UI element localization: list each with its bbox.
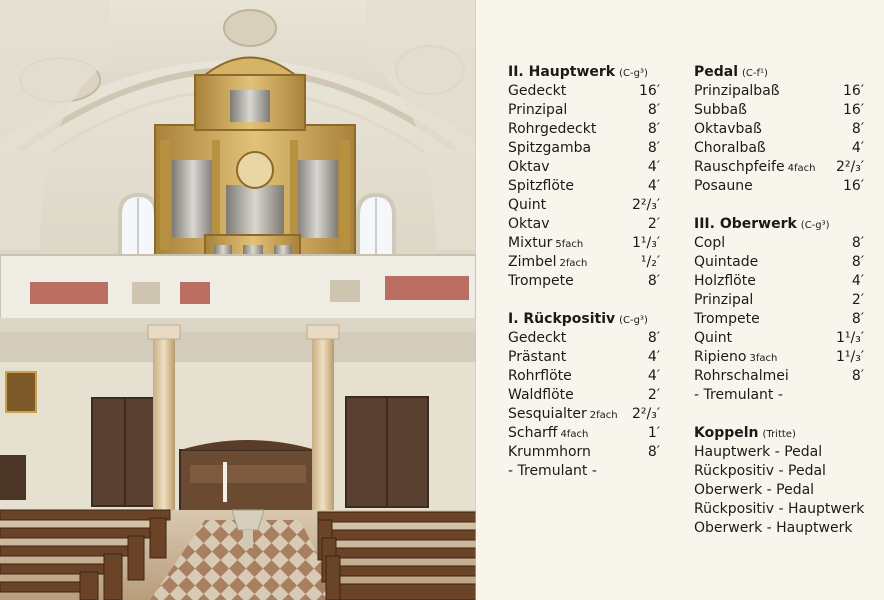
stop-name-text: Spitzflöte: [508, 178, 574, 194]
stop-pitch: 8′: [851, 235, 864, 251]
stop-pitch: 4′: [647, 159, 660, 175]
stop-row: [508, 272, 660, 291]
stop-pitch: 8′: [647, 444, 660, 460]
stop-name-text: Prästant: [508, 349, 567, 365]
couplers-note: (Tritte): [762, 429, 796, 440]
stop-name-text: Posaune: [694, 178, 753, 194]
stop-pitch: 8′: [647, 140, 660, 156]
stop-name: [508, 177, 574, 196]
division-title: II. Hauptwerk: [508, 64, 616, 80]
stop-pitch: 8′: [647, 121, 660, 137]
stop-rank-count: 4fach: [560, 429, 589, 440]
stop-row: [694, 82, 864, 101]
stop-name-text: Waldflöte: [508, 387, 574, 403]
stop-pitch: 4′: [647, 349, 660, 365]
stop-row: [508, 348, 660, 367]
stop-name-text: Gedeckt: [508, 330, 567, 346]
stop-name-text: Prinzipalbaß: [694, 83, 780, 99]
stop-name: [694, 158, 815, 178]
stop-pitch: 2′: [647, 216, 660, 232]
stop-row: [508, 120, 660, 139]
stop-name: [694, 253, 758, 272]
division-title: I. Rückpositiv: [508, 311, 616, 327]
stop-pitch: 4′: [851, 273, 864, 289]
stop-row: [508, 215, 660, 234]
stop-name: [694, 234, 725, 253]
stop-pitch: 8′: [851, 254, 864, 270]
coupler-item: Rückpositiv - Hauptwerk: [694, 501, 865, 517]
stop-row: [508, 443, 660, 462]
division-heading: [694, 63, 864, 82]
division-title: Pedal: [694, 64, 739, 80]
stop-name: [694, 101, 747, 120]
stop-name-text: Oktav: [508, 159, 550, 175]
division-heading: [508, 63, 660, 82]
stop-name-text: Rohrflöte: [508, 368, 572, 384]
stop-pitch: 2²/₃′: [631, 406, 660, 422]
stop-row: [508, 177, 660, 196]
stop-pitch: 1′: [647, 425, 660, 441]
stop-row: [694, 158, 864, 177]
stop-name: [508, 348, 566, 367]
stop-name: [508, 82, 566, 101]
stop-name-text: Trompete: [508, 273, 574, 289]
stop-name: [694, 348, 777, 368]
coupler-item: Oberwerk - Hauptwerk: [694, 520, 853, 536]
stop-pitch: ¹/₂′: [640, 254, 660, 270]
stop-name-text: Mixtur: [508, 235, 553, 251]
division-heading: [694, 215, 864, 234]
stop-row: [694, 234, 864, 253]
tremulant-note: - Tremulant -: [694, 387, 783, 403]
stop-row: [508, 234, 660, 253]
stop-name: [694, 329, 732, 348]
stop-row: [694, 348, 864, 367]
tremulant-note: - Tremulant -: [508, 463, 597, 479]
couplers-section: [694, 424, 864, 538]
stoplist-right-column: [694, 63, 864, 557]
stop-row: [508, 367, 660, 386]
stop-row: [694, 329, 864, 348]
stop-name-text: Oktav: [508, 216, 550, 232]
stop-name: [694, 310, 760, 329]
stop-name-text: Gedeckt: [508, 83, 567, 99]
stop-row: [694, 177, 864, 196]
stop-name: [508, 329, 566, 348]
stop-pitch: 8′: [647, 273, 660, 289]
stop-name: [508, 139, 591, 158]
stop-name: [694, 177, 753, 196]
stop-name-text: Ripieno: [694, 349, 747, 365]
coupler-item: Hauptwerk - Pedal: [694, 444, 823, 460]
stop-pitch: 8′: [851, 368, 864, 384]
stop-pitch: 8′: [851, 121, 864, 137]
stop-rank-count: 2fach: [559, 258, 588, 269]
stop-row: [508, 139, 660, 158]
coupler-item: Rückpositiv - Pedal: [694, 463, 826, 479]
stop-pitch: 8′: [851, 311, 864, 327]
stop-name-text: Rohrschalmei: [694, 368, 789, 384]
stop-name: [508, 234, 583, 254]
stop-pitch: 2²/₃′: [835, 159, 864, 175]
couplers-title: Koppeln: [694, 425, 759, 441]
division-rueckpositiv: [508, 310, 660, 481]
stop-row: [508, 253, 660, 272]
stop-name-text: Quint: [694, 330, 733, 346]
stop-name: [508, 272, 574, 291]
stop-name: [508, 120, 596, 139]
stop-name: [508, 443, 591, 462]
stop-name: [508, 215, 549, 234]
stop-rank-count: 2fach: [589, 410, 618, 421]
stop-name-text: Holzflöte: [694, 273, 756, 289]
division-oberwerk: [694, 215, 864, 405]
stop-name: [694, 272, 756, 291]
stop-row: [508, 386, 660, 405]
stop-name: [694, 82, 780, 101]
stop-row: [508, 82, 660, 101]
division-compass: (C-g³): [800, 220, 830, 231]
stop-name: [694, 120, 762, 139]
stop-name-text: Quintade: [694, 254, 759, 270]
division-title: III. Oberwerk: [694, 216, 797, 232]
stop-pitch: 8′: [647, 102, 660, 118]
division-compass: (C-g³): [619, 68, 648, 79]
stop-name: [508, 196, 546, 215]
stoplist-panel: [476, 0, 884, 600]
stop-row: [694, 120, 864, 139]
stop-name: [508, 367, 572, 386]
stop-name-text: Copl: [694, 235, 726, 251]
stop-row: [508, 424, 660, 443]
stop-name: [508, 101, 567, 120]
stop-name-text: Prinzipal: [508, 102, 568, 118]
stop-pitch: 2²/₃′: [631, 197, 660, 213]
stop-row: [694, 291, 864, 310]
stop-name-text: Krummhorn: [508, 444, 591, 460]
coupler-item: Oberwerk - Pedal: [694, 482, 815, 498]
stop-pitch: 8′: [647, 330, 660, 346]
stop-pitch: 2′: [647, 387, 660, 403]
stop-rank-count: 5fach: [555, 239, 584, 250]
stop-pitch: 4′: [851, 140, 864, 156]
stop-name-text: Prinzipal: [694, 292, 754, 308]
stop-pitch: 1¹/₃′: [835, 330, 864, 346]
stop-row: [694, 367, 864, 386]
stop-name-text: Rohrgedeckt: [508, 121, 597, 137]
stoplist-left-column: [508, 63, 660, 500]
stop-row: [508, 158, 660, 177]
stop-name-text: Oktavbaß: [694, 121, 762, 137]
couplers-heading: [694, 424, 864, 443]
stop-row: [508, 329, 660, 348]
division-heading: [508, 310, 660, 329]
stop-row: [508, 196, 660, 215]
stop-name-text: Rauschpfeife: [694, 159, 785, 175]
division-compass: (C-f¹): [742, 68, 768, 79]
stop-pitch: 16′: [843, 83, 864, 99]
stop-name-text: Sesquialter: [508, 406, 587, 422]
stop-name-text: Choralbaß: [694, 140, 766, 156]
stop-row: [694, 101, 864, 120]
stop-name: [508, 158, 549, 177]
stop-rank-count: 4fach: [787, 163, 816, 174]
stop-name-text: Scharff: [508, 425, 558, 441]
division-hauptwerk: [508, 63, 660, 291]
stop-pitch: 1¹/₃′: [631, 235, 660, 251]
stop-name: [508, 386, 574, 405]
stop-row: [694, 139, 864, 158]
stop-row: [694, 272, 864, 291]
stop-name-text: Subbaß: [694, 102, 747, 118]
stop-pitch: 2′: [851, 292, 864, 308]
stop-name: [508, 424, 588, 444]
stop-name-text: Quint: [508, 197, 547, 213]
stop-pitch: 4′: [647, 178, 660, 194]
stop-row: [508, 101, 660, 120]
stop-name: [694, 291, 753, 310]
stop-name-text: Trompete: [694, 311, 760, 327]
stop-name: [508, 405, 618, 425]
stop-row: [694, 253, 864, 272]
stop-pitch: 16′: [639, 83, 660, 99]
division-pedal: [694, 63, 864, 196]
stop-name-text: Spitzgamba: [508, 140, 592, 156]
stop-pitch: 16′: [843, 102, 864, 118]
division-compass: (C-g³): [619, 315, 648, 326]
stop-pitch: 16′: [843, 178, 864, 194]
stop-pitch: 4′: [647, 368, 660, 384]
stop-name-text: Zimbel: [508, 254, 557, 270]
stop-pitch: 1¹/₃′: [835, 349, 864, 365]
stop-row: [508, 405, 660, 424]
stop-name: [694, 139, 766, 158]
stop-name: [694, 367, 789, 386]
stop-rank-count: 3fach: [749, 353, 778, 364]
stop-name: [508, 253, 587, 273]
stop-row: [694, 310, 864, 329]
